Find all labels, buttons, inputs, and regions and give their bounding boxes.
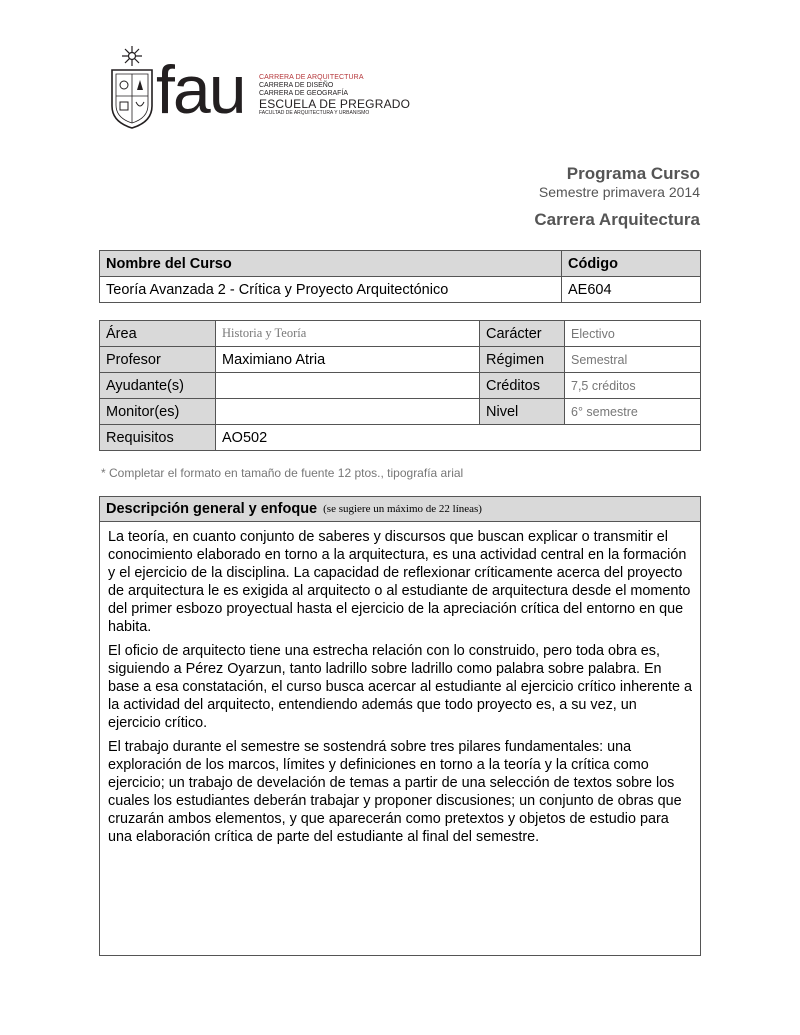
course-code-value: AE604 xyxy=(562,277,701,303)
creditos-value: 7,5 créditos xyxy=(565,373,701,399)
table-row xyxy=(100,373,701,399)
table-header-row xyxy=(100,251,701,277)
area-value: Historia y Teoría xyxy=(216,321,480,347)
career-title: Carrera Arquitectura xyxy=(534,210,700,229)
monitor-label: Monitor(es) xyxy=(100,399,216,425)
description-body xyxy=(100,522,700,846)
monitor-value xyxy=(216,399,480,425)
table-row xyxy=(100,277,701,303)
caracter-value: Electivo xyxy=(565,321,701,347)
description-box xyxy=(99,496,701,956)
semester-subtitle: Semestre primavera 2014 xyxy=(538,184,700,200)
requisitos-label: Requisitos xyxy=(100,425,216,451)
requisitos-value: AO502 xyxy=(216,425,701,451)
nivel-value: 6° semestre xyxy=(565,399,701,425)
fau-logo xyxy=(108,44,411,134)
nivel-label: Nivel xyxy=(480,399,565,425)
table-row xyxy=(100,399,701,425)
logo-line: ESCUELA DE PREGRADO xyxy=(259,97,411,111)
course-table xyxy=(99,250,701,303)
profesor-value: Maximiano Atria xyxy=(216,347,480,373)
format-footnote: * Completar el formato en tamaño de fuente 12 ptos., tipografía arial xyxy=(101,466,464,480)
description-header xyxy=(100,497,700,522)
caracter-label: Carácter xyxy=(480,321,565,347)
logo-line: CARRERA DE GEOGRAFÍA xyxy=(259,90,349,97)
description-paragraph: El trabajo durante el semestre se sostendrá sobre tres pilares fundamentales: una exploración de los marcos, límites y definiciones en torno a la teoría y la crítica como ejercicio; un trabajo de develación de temas a partir de una selección de textos sobre los cuales los estudiantes deberán trabajar y proponer discusiones; un conjunto de obras que cruzarán ambos elementos, y que aparecerán como pretextos y objetos de estudio para una elaboración crítica de parte del estudiante al final del semestre. xyxy=(108,739,682,845)
description-heading: Descripción general y enfoque xyxy=(106,501,318,517)
regimen-label: Régimen xyxy=(480,347,565,373)
logo-text-block xyxy=(259,74,410,116)
creditos-label: Créditos xyxy=(480,373,565,399)
profesor-label: Profesor xyxy=(100,347,216,373)
ayudante-label: Ayudante(s) xyxy=(100,373,216,399)
description-paragraph: La teoría, en cuanto conjunto de saberes y discursos que buscan explicar o transmitir el conocimiento elaborado en torno a la arquitectura, es una actividad central en la formación y el ejercicio de la disciplina. La capacidad de reflexionar críticamente acerca del proyecto de arquitectura le es exigida al arquitecto o al estudiante de arquitectura desde el momento del primer esbozo proyectual hasta el ejercicio de la apreciación crítica del entorno en que habita. xyxy=(108,529,691,635)
course-name-header: Nombre del Curso xyxy=(100,251,562,277)
description-hint: (se sugiere un máximo de 22 líneas) xyxy=(323,503,482,515)
description-paragraph: El oficio de arquitecto tiene una estrecha relación con lo construido, pero toda obra es, siguiendo a Pérez Oyarzun, tanto ladrillo sobre ladrillo como palabra sobre palabra. En base a esa constatación, el curso busca acercar al estudiante al ejercicio crítico inherente a la actividad del arquitecto, entendiendo además que todo proyecto es, a su vez, un ejercicio crítico. xyxy=(108,643,692,731)
program-title: Programa Curso xyxy=(566,164,700,183)
course-info-table xyxy=(99,320,701,451)
table-row xyxy=(100,347,701,373)
logo-line: CARRERA DE ARQUITECTURA xyxy=(259,74,364,81)
course-name-value: Teoría Avanzada 2 - Crítica y Proyecto Arquitectónico xyxy=(100,277,562,303)
logo-wordmark: fau xyxy=(156,52,245,128)
regimen-value: Semestral xyxy=(565,347,701,373)
course-code-header: Código xyxy=(562,251,701,277)
table-row xyxy=(100,321,701,347)
area-label: Área xyxy=(100,321,216,347)
logo-line: CARRERA DE DISEÑO xyxy=(259,82,334,89)
logo-line: FACULTAD DE ARQUITECTURA Y URBANISMO xyxy=(259,110,370,116)
university-shield-icon xyxy=(108,44,156,130)
table-row xyxy=(100,425,701,451)
ayudante-value xyxy=(216,373,480,399)
document-titles xyxy=(534,164,700,230)
